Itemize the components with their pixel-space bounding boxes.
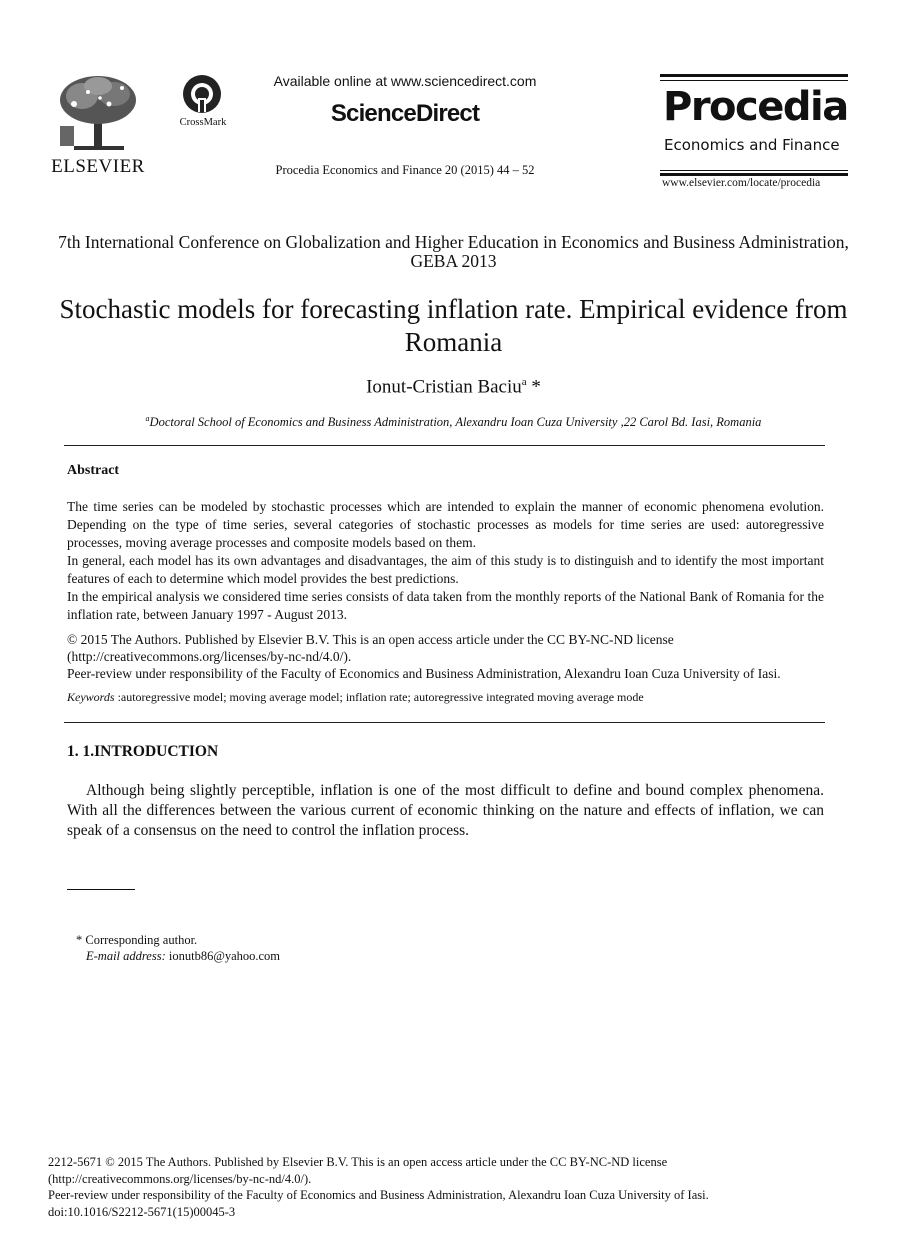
email-line <box>76 948 280 964</box>
page-footer <box>48 1154 858 1220</box>
abstract-bottom-rule <box>64 722 825 723</box>
author-line <box>50 376 857 398</box>
abstract-heading: Abstract <box>67 463 120 478</box>
abstract-paragraph: In the empirical analysis we considered time series consists of data taken from the monthly reports of the National Bank of Romania for the inflation rate, between January 1997 - August 2013. <box>67 589 824 622</box>
elsevier-tree-icon <box>54 74 142 154</box>
author-name: Ionut-Cristian Baciu <box>366 376 522 398</box>
affiliation-text: Doctoral School of Economics and Business Administration, Alexandru Ioan Cuza University ,22 Carol Bd. Iasi, Romania <box>149 415 762 430</box>
introduction-paragraph: Although being slightly perceptible, inflation is one of the most difficult to define and bound complex phenomena. With all the differences between the various current of economic thinking on the nature and effects of inflation, we can speak of a consensus on the need to control the inflation process. <box>67 782 824 839</box>
section-heading: 1. 1.INTRODUCTION <box>67 743 219 760</box>
license-line: © 2015 The Authors. Published by Elsevier B.V. This is an open access article under the CC BY-NC-ND license <box>67 632 674 647</box>
footnote-rule <box>67 889 135 890</box>
corresponding-author-note: * Corresponding author. <box>76 933 198 947</box>
sciencedirect-logo[interactable]: ScienceDirect <box>330 100 480 127</box>
peer-review-line: Peer-review under responsibility of the Faculty of Economics and Business Administration, Alexandru Ioan Cuza University of Iasi. <box>67 666 781 681</box>
crossmark-badge[interactable] <box>172 74 234 134</box>
available-online-text: Available online at www.sciencedirect.com <box>273 73 537 89</box>
email-address-link[interactable]: ionutb86@yahoo.com <box>165 949 281 963</box>
crossmark-label: CrossMark <box>179 117 227 128</box>
keywords-line <box>67 690 824 705</box>
abstract-body <box>67 498 824 624</box>
license-url-link[interactable]: (http://creativecommons.org/licenses/by-nc-nd/4.0/). <box>67 649 352 664</box>
procedia-rule-top-thin <box>660 80 848 81</box>
license-notice <box>67 631 824 682</box>
procedia-rule-top <box>660 74 848 77</box>
keywords-label: Keywords <box>67 690 115 704</box>
issn-license-line: 2212-5671 © 2015 The Authors. Published by Elsevier B.V. This is an open access article under the CC BY-NC-ND license <box>48 1155 668 1169</box>
procedia-rule-bottom <box>660 173 848 176</box>
footnote <box>76 932 280 964</box>
footer-peer-review-line: Peer-review under responsibility of the Faculty of Economics and Business Administration, Alexandru Ioan Cuza University of Iasi. <box>48 1188 709 1202</box>
footer-license-url-link[interactable]: (http://creativecommons.org/licenses/by-nc-nd/4.0/). <box>48 1171 312 1186</box>
author-affiliation-mark: a <box>521 376 527 388</box>
doi-link[interactable]: doi:10.1016/S2212-5671(15)00045-3 <box>48 1204 236 1219</box>
crossmark-icon <box>182 74 222 114</box>
abstract-paragraph: The time series can be modeled by stochastic processes which are intended to explain the manner of economic phenomena evolution. Depending on the type of time series, several categories of stochastic processes as models for time series are used: autoregressive processes, moving average processes and composite models based on them. <box>67 499 824 550</box>
abstract-paragraph: In general, each model has its own advantages and disadvantages, the aim of this study is to distinguish and to identify the most important features of each to determine which model provides the best predictions. <box>67 553 824 586</box>
corresponding-mark: * <box>526 376 541 398</box>
elsevier-logo <box>50 74 146 178</box>
elsevier-wordmark: ELSEVIER <box>51 156 145 177</box>
procedia-subtitle: Economics and Finance <box>664 136 840 154</box>
keywords-text: :autoregressive model; moving average model; inflation rate; autoregressive integrated moving average mode <box>114 690 644 704</box>
journal-url-link[interactable]: www.elsevier.com/locate/procedia <box>662 177 821 189</box>
paper-title: Stochastic models for forecasting inflation rate. Empirical evidence from Romania <box>59 294 848 357</box>
procedia-logo <box>660 74 850 194</box>
email-label: E-mail address: <box>86 949 166 963</box>
affiliation-line <box>50 414 857 430</box>
affiliation-mark: a <box>145 414 150 423</box>
abstract-top-rule <box>64 445 825 446</box>
procedia-title: Procedia <box>663 84 848 130</box>
conference-name: 7th International Conference on Globalization and Higher Education in Economics and Business Administration, GEBA 2013 <box>58 232 849 271</box>
journal-reference: Procedia Economics and Finance 20 (2015) 44 – 52 <box>275 163 535 177</box>
procedia-rule-bottom-thin <box>660 170 848 171</box>
